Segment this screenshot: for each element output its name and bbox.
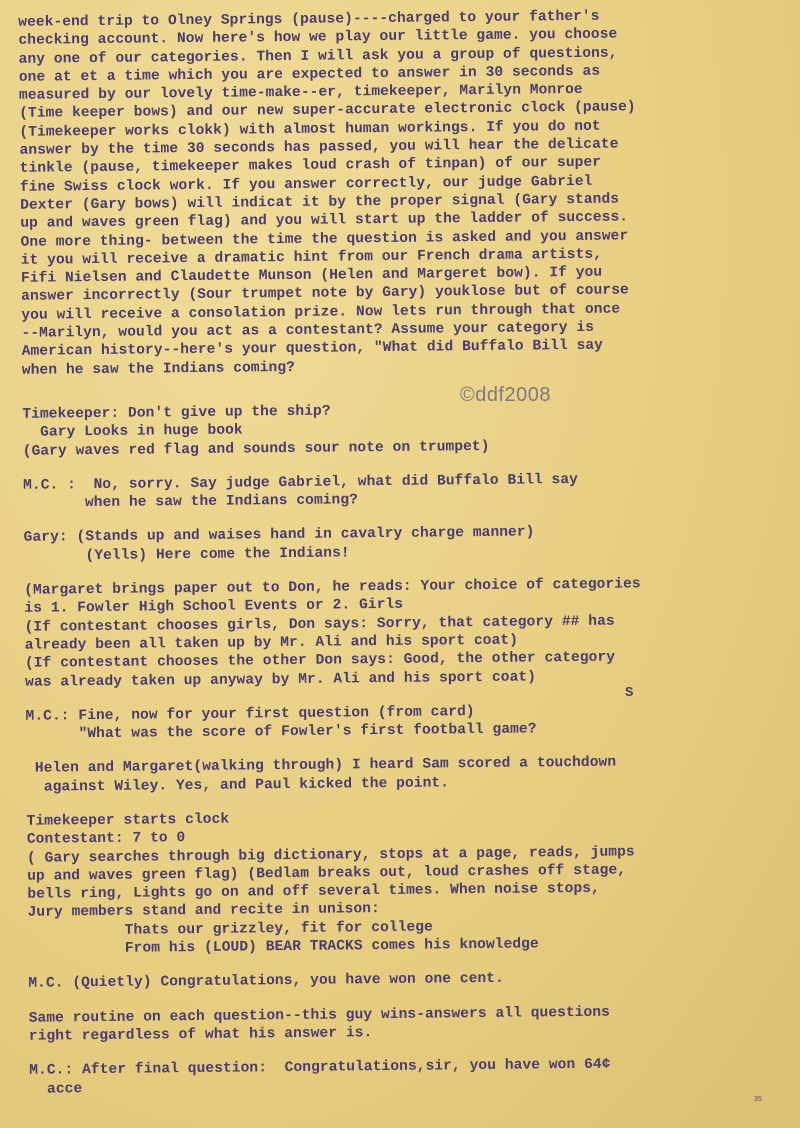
text-block [22, 398, 775, 461]
text-line: Contestant: 7 to 0 [26, 830, 186, 849]
text-line: (Gary waves red flag and sounds sour note on trumpet) [22, 438, 490, 460]
text-line: (Margaret brings paper out to Don, he reads: Your choice of categories [24, 576, 641, 599]
text-line: (Time keeper bows) and our new super-accurate electronic clock (pause) [19, 99, 636, 123]
text-line: is 1. Fowler High School Events or 2. Girls [24, 597, 404, 618]
text-line: you will receive a consolation prize. Now lets run through that once [21, 301, 621, 324]
text-line: (If contestant chooses girls, Don says: Sorry, that category ## has [24, 613, 615, 636]
text-line: up and waves green flag) and you will start up the ladder of success. [20, 209, 629, 233]
text-line: right regardless of what his answer is. [28, 1025, 373, 1045]
text-line: "What was the score of Fowler's first football game? [25, 721, 537, 743]
text-block [29, 1054, 781, 1098]
text-block [24, 574, 777, 692]
text-line: One more thing- between the time the question is asked and you answer [20, 227, 629, 251]
text-line: Dexter (Gary bows) will indicat it by the proper signal (Gary stands [20, 191, 620, 214]
text-line: American history--here's your question, "What did Buffalo Bill say [21, 338, 604, 361]
text-line: against Wiley. Yes, and Paul kicked the point. [26, 775, 450, 796]
text-line: Gary Looks in huge book [22, 422, 243, 442]
text-line: up and waves green flag) (Bedlam breaks out, loud crashes off stage, [27, 862, 627, 885]
text-line: Timekeeper: Don't give up the ship? [22, 403, 331, 423]
text-line: (If contestant chooses the other Don says: Good, the other category [24, 649, 616, 672]
text-line: when he saw the Indians coming? [23, 492, 359, 512]
text-line: acce [29, 1080, 83, 1098]
text-line: fine Swiss clock work. If you answer correctly, our judge Gabriel [19, 173, 593, 196]
text-line: was already taken up anyway by Mr. Ali and his sport coat) [25, 668, 537, 691]
text-line: Timekeeper starts clock [26, 811, 230, 830]
text-line: already been all taken up by Mr. Ali and his sport coat) [24, 632, 519, 654]
text-line: any one of our categories. Then I will ask you a group of questions, [18, 45, 618, 68]
text-line: tinkle (pause, timekeeper makes loud crash of tinpan) of our super [19, 155, 602, 178]
stray-handwritten-mark: S [625, 685, 634, 701]
text-line: (Yells) Here come the Indians! [23, 545, 350, 565]
text-line: Jury members stand and recite in unison: [27, 901, 380, 922]
text-line: M.C. (Quietly) Congratulations, you have won one cent. [28, 971, 504, 993]
text-line: M.C. : No, sorry. Say judge Gabriel, what did Buffalo Bill say [23, 471, 579, 494]
text-line: when he saw the Indians coming? [21, 359, 295, 379]
text-line: M.C.: Fine, now for your first question (from card) [25, 703, 475, 725]
text-line: Helen and Margaret(walking through) I heard Sam scored a touchdown [25, 754, 617, 778]
text-line: --Marilyn, would you act as a contestant? Assume your category is [21, 319, 595, 342]
text-line: answer incorrectly (Sour trumpet note by Gary) youklose but of course [21, 282, 629, 306]
text-line: week-end trip to Olney Springs (pause)----charged to your father's [18, 8, 600, 31]
text-line: Same routine on each question--this guy wins-answers all questions [28, 1004, 611, 1027]
text-line: Gary: (Stands up and waises hand in cavalry charge manner) [23, 524, 535, 547]
watermark: ©ddf2008 [460, 384, 552, 406]
text-line: measured by our lovely time-make--er, timekeeper, Marilyn Monroe [18, 82, 583, 104]
text-line: answer by the time 30 seconds has passed, you will hear the delicate [19, 136, 619, 159]
text-line: Thats our grizzley, fit for college [27, 919, 433, 940]
text-line: From his (LOUD) BEAR TRACKS comes his knowledge [27, 936, 539, 958]
text-line: Fifi Nielsen and Claudette Munson (Helen and Margeret bow). If you [20, 264, 603, 287]
text-line: ( Gary searches through big dictionary, stops at a page, reads, jumps [26, 843, 635, 867]
text-line: one at et a time which you are expected to answer in 30 seconds as [18, 63, 601, 86]
text-block [18, 6, 774, 380]
text-line: M.C.: After final question: Congratulations,sir, you have won 64¢ [29, 1056, 611, 1080]
text-line: bells ring, Lights go on and off several times. When noise stops, [27, 880, 600, 903]
text-line: it you will receive a dramatic hint from our French drama artists, [20, 246, 603, 269]
text-line: checking account. Now here's how we play our little game. you choose [18, 26, 618, 50]
page-number: 35 [754, 1096, 762, 1103]
text-block [27, 805, 780, 959]
text-line: (Timekeeper works clokk) with almost human workings. If you do not [19, 118, 601, 141]
